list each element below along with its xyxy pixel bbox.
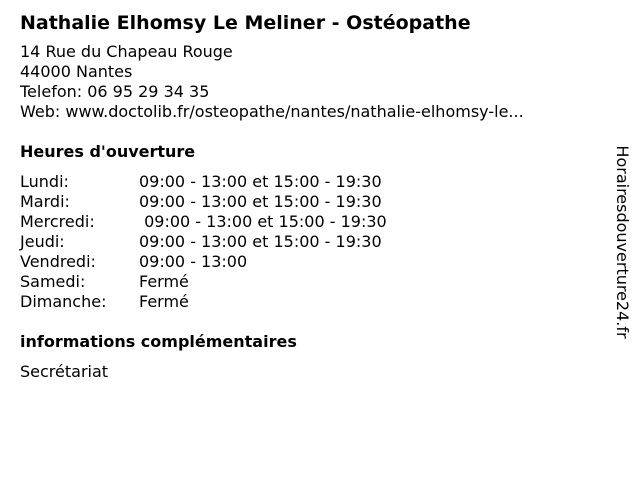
day-hours: 09:00 - 13:00 et 15:00 - 19:30 <box>139 212 387 231</box>
day-hours: Fermé <box>139 272 189 291</box>
day-label: Lundi: <box>20 172 69 191</box>
hours-row-mardi <box>20 192 600 212</box>
site-watermark: Horairesdouverture24.fr <box>613 145 632 339</box>
street-address: 14 Rue du Chapeau Rouge <box>20 42 233 61</box>
hours-row-jeudi <box>20 232 600 252</box>
contact-block <box>20 42 600 122</box>
day-hours: Fermé <box>139 292 189 311</box>
hours-row-dimanche <box>20 292 600 312</box>
additional-info-text: Secrétariat <box>20 362 109 381</box>
day-label: Mardi: <box>20 192 70 211</box>
day-hours: 09:00 - 13:00 et 15:00 - 19:30 <box>139 172 382 191</box>
city: 44000 Nantes <box>20 62 133 81</box>
hours-row-vendredi <box>20 252 600 272</box>
website-link[interactable]: Web: www.doctolib.fr/osteopathe/nantes/nathalie-elhomsy-le... <box>20 102 524 121</box>
business-card <box>20 10 600 382</box>
business-name: Nathalie Elhomsy Le Meliner - Ostéopathe <box>20 12 471 34</box>
additional-info-heading: informations complémentaires <box>20 332 297 351</box>
hours-row-mercredi <box>20 212 600 232</box>
phone-number: Telefon: 06 95 29 34 35 <box>20 82 210 101</box>
day-label: Mercredi: <box>20 212 95 231</box>
hours-row-lundi <box>20 172 600 192</box>
day-label: Samedi: <box>20 272 86 291</box>
opening-hours-table <box>20 172 600 312</box>
day-hours: 09:00 - 13:00 et 15:00 - 19:30 <box>139 192 382 211</box>
opening-hours-heading: Heures d'ouverture <box>20 142 196 161</box>
day-hours: 09:00 - 13:00 <box>139 252 248 271</box>
day-label: Jeudi: <box>20 232 65 251</box>
day-label: Vendredi: <box>20 252 96 271</box>
day-label: Dimanche: <box>20 292 107 311</box>
day-hours: 09:00 - 13:00 et 15:00 - 19:30 <box>139 232 382 251</box>
hours-row-samedi <box>20 272 600 292</box>
